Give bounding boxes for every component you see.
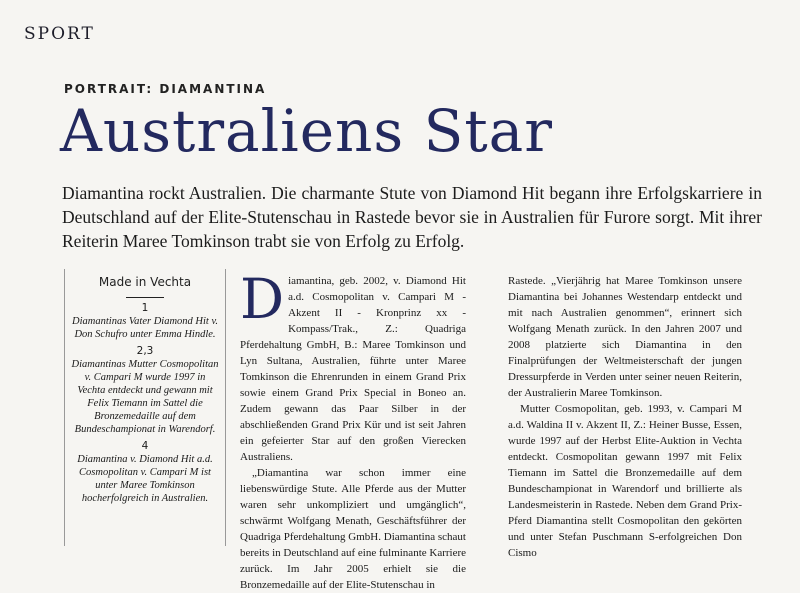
headline: Australiens Star (60, 97, 553, 165)
sidebar-title: Made in Vechta (98, 275, 192, 289)
note-number: 1 (141, 302, 149, 314)
sidebar-box (64, 269, 226, 546)
note-number: 4 (141, 440, 149, 452)
body-paragraph: iamantina, geb. 2002, v. Diamond Hit a.d. Cosmopolitan v. Campari M - Akzent II - Kronprinz xx - Kompass/Trak., Z.: Quadriga Pferdehaltung GmbH, B.: Maree Tomkinson und Lyn Sultana, Australien, führte unter Maree Tomkinson die Ehrenrunden in einem Grand Prix sowie einem Grand Prix Special in Boneo an. Zudem gewann das Paar Silber in der abschließenden Grand Prix Kür und ist seit Jahren ein gefeierter Star auf den großen Vierecken Australiens. (240, 275, 466, 463)
body-paragraph: Mutter Cosmopolitan, geb. 1993, v. Campari M a.d. Waldina II v. Akzent II, Z.: Heiner Busse, Essen, wurde 1997 auf der Herbst Elite-Auktion in Vechta entdeckt. Cosmopolitan gewann 1997 mit Felix Tiemann im Sattel die Bronzemedaille auf dem Bundeschampionat in Warendorf und brillierte als Landesmeisterin in Rastede. Neben dem Grand Prix-Pferd Diamantina stellt Cosmopolitan den gekörten und unter Stefan Puschmann S-erfolgreichen Don Cismo (508, 403, 742, 559)
body-paragraph: Rastede. „Vierjährig hat Maree Tomkinson unsere Diamantina bei Johannes Westendarp entdeckt und mit nach Australien genommen“, erinnert sich Wolfgang Menath zurück. In den Jahren 2007 und 2008 platzierte sich Diamantina in den Finalprüfungen der Weltmeisterschaft der jungen Dressurpferde in Verden unter seiner neuen Reiterin, der Australierin Maree Tomkinson. (508, 275, 742, 399)
note-text: Diamantinas Mutter Cosmopolitan v. Campari M wurde 1997 in Vechta entdeckt und gewann mit Felix Tiemann im Sattel die Bronzemedaille auf dem Bundeschampionat in Warendorf. (71, 359, 219, 435)
body-column-1 (240, 267, 467, 593)
kicker: PORTRAIT: DIAMANTINA (64, 82, 267, 96)
note-text: Diamantina v. Diamond Hit a.d. Cosmopolitan v. Campari M ist unter Maree Tomkinson hocherfolgreich in Australien. (77, 454, 213, 504)
note-text: Diamantinas Vater Diamond Hit v. Don Schufro unter Emma Hindle. (72, 316, 218, 340)
drop-cap: D (240, 267, 285, 331)
sidebar-divider (126, 297, 164, 298)
body-column-2 (508, 273, 742, 561)
lead-paragraph: Diamantina rockt Australien. Die charmante Stute von Diamond Hit begann ihre Erfolgskarriere in Deutschland auf der Elite-Stutenschau in Rastede bevor sie in Australien für Furore sorgt. Mit ihrer Reiterin Maree Tomkinson trabt sie von Erfolg zu Erfolg. (62, 183, 762, 251)
note-number: 2,3 (136, 345, 154, 357)
section-label: SPORT (24, 24, 95, 44)
body-paragraph: „Diamantina war schon immer eine liebenswürdige Stute. Alle Pferde aus der Mutter waren sehr unkompliziert und umgänglich“, schwärmt Wolfgang Menath, Geschäftsführer der Quadriga Pferdehaltung GmbH. Diamantina schaut bereits in Deutschland auf eine fulminante Karriere zurück. Im Jahr 2005 erhielt sie die Bronzemedaille auf der Elite-Stutenschau in (240, 467, 467, 591)
